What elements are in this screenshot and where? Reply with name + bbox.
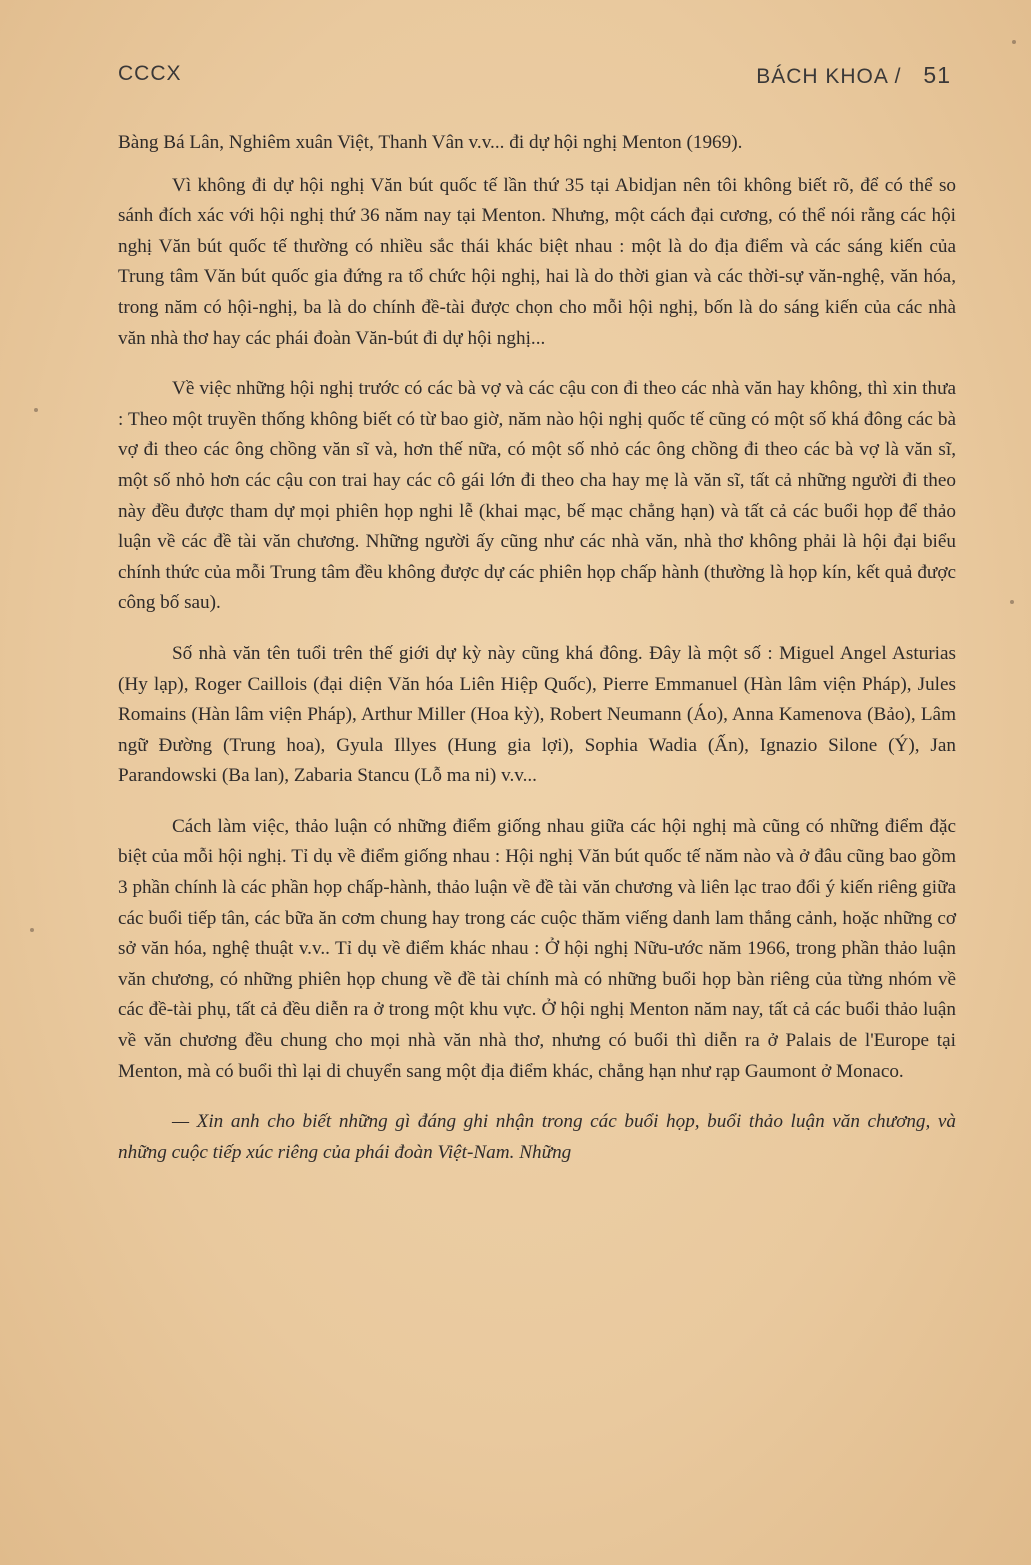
paper-speck	[1010, 600, 1014, 604]
paper-speck	[34, 408, 38, 412]
article-body	[118, 128, 956, 1188]
paper-speck	[1012, 40, 1016, 44]
paragraph: Số nhà văn tên tuổi trên thế giới dự kỳ này cũng khá đông. Đây là một số : Miguel Angel Asturias (Hy lạp), Roger Caillois (đại diện Văn hóa Liên Hiệp Quốc), Pierre Emmanuel (Hàn lâm viện Pháp), Jules Romains (Hàn lâm viện Pháp), Arthur Miller (Hoa kỳ), Robert Neumann (Áo), Anna Kamenova (Bảo), Lâm ngữ Đường (Trung hoa), Gyula Illyes (Hung gia lợi), Sophia Wadia (Ấn), Ignazio Silone (Ý), Jan Parandowski (Ba lan), Zabaria Stancu (Lỗ ma ni) v.v...	[118, 642, 956, 787]
paragraph: Vì không đi dự hội nghị Văn bút quốc tế lần thứ 35 tại Abidjan nên tôi không biết rõ, để có thể so sánh đích xác với hội nghị thứ 36 năm nay tại Menton. Nhưng, một cách đại cương, có thể nói rằng các hội nghị Văn bút quốc tế thường có nhiều sắc thái khác biệt nhau : một là do địa điểm và các sáng kiến của Trung tâm Văn bút quốc gia đứng ra tổ chức hội nghị, hai là do thời gian và các thời-sự văn-nghệ, văn hóa, trong năm có hội-nghị, ba là do chính đề-tài được chọn cho mỗi hội nghị, bốn là do sáng kiến của các nhà văn nhà thơ hay các phái đoàn Văn-bút đi dự hội nghị...	[118, 174, 956, 349]
section-marker: CCCX	[118, 62, 182, 85]
running-header	[118, 62, 951, 92]
paragraph: Bàng Bá Lân, Nghiêm xuân Việt, Thanh Vân v.v... đi dự hội nghị Menton (1969).	[118, 132, 743, 153]
paragraph: Về việc những hội nghị trước có các bà vợ và các cậu con đi theo các nhà văn hay không, thì xin thưa : Theo một truyền thống không biết có từ bao giờ, năm nào hội nghị quốc tế cũng có một số khá đông các bà vợ đi theo các ông chồng văn sĩ và, hơn thế nữa, có một số nhỏ các ông chồng đi theo các bà vợ là văn sĩ, một số nhỏ hơn các cậu con trai hay các cô gái lớn đi theo cha hay mẹ là văn sĩ, tất cả những người đi theo này đều được tham dự mọi phiên họp nghi lễ (khai mạc, bế mạc chẳng hạn) và tất cả các buổi họp để thảo luận về các đề tài văn chương. Những người ấy cũng như các nhà văn, nhà thơ không phải là hội đại biểu chính thức của mỗi Trung tâm đều không được dự các phiên họp chấp hành (thường là họp kín, kết quả được công bố sau).	[118, 378, 956, 614]
journal-title-and-page	[756, 62, 951, 89]
paper-speck	[30, 928, 34, 932]
interview-question: — Xin anh cho biết những gì đáng ghi nhận trong các buổi họp, buổi thảo luận văn chương, và những cuộc tiếp xúc riêng của phái đoàn Việt-Nam. Những	[118, 1111, 956, 1163]
page-number: 51	[923, 62, 951, 88]
journal-title: BÁCH KHOA /	[756, 65, 902, 88]
paragraph: Cách làm việc, thảo luận có những điểm giống nhau giữa các hội nghị mà cũng có những điểm đặc biệt của mỗi hội nghị. Tỉ dụ về điểm giống nhau : Hội nghị Văn bút quốc tế năm nào và ở đâu cũng bao gồm 3 phần chính là các phần họp chấp-hành, thảo luận về đề tài văn chương và liên lạc trao đổi ý kiến riêng giữa các buổi tiếp tân, các bữa ăn cơm chung hay trong các cuộc thăm viếng danh lam thắng cảnh, hoặc những cơ sở văn hóa, nghệ thuật v.v.. Tỉ dụ về điểm khác nhau : Ở hội nghị Nữu-ước năm 1966, trong phần thảo luận văn chương, có những phiên họp chung về đề tài chính mà có những buổi họp bàn riêng của từng nhóm về các đề-tài phụ, tất cả đều diễn ra ở trong một khu vực. Ở hội nghị Menton năm nay, tất cả các buổi thảo luận về văn chương đều chung cho mọi nhà văn nhà thơ, nhưng có buổi thì diễn ra ở Palais de l'Europe tại Menton, mà có buổi thì lại di chuyển sang một địa điểm khác, chẳng hạn như rạp Gaumont ở Monaco.	[118, 815, 956, 1082]
